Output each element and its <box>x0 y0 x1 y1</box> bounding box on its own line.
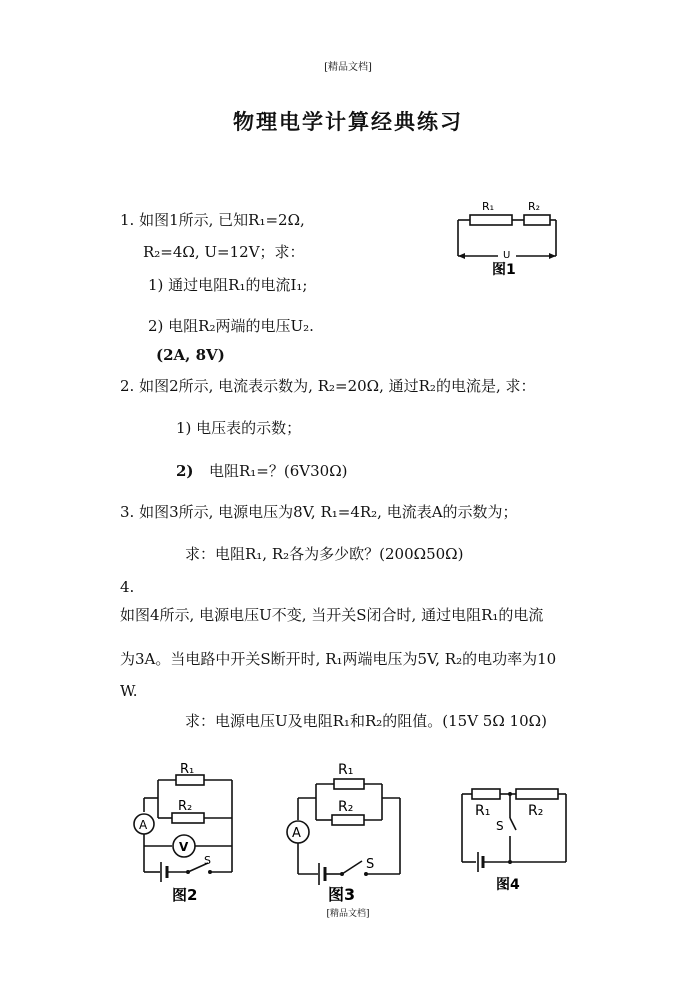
problem-2-line-1: 2. 如图2所示, 电流表示数为, R₂=20Ω, 通过R₂的电流是, 求： <box>120 377 536 395</box>
problem-2-question-2-number: 2) <box>176 462 194 480</box>
problem-2-question-2: 电阻R₁=？(6V30Ω) <box>209 462 348 480</box>
problem-4-line-3: W. <box>120 682 138 700</box>
figure-4-circuit <box>450 778 575 898</box>
figure-1-r1-label: R₁ <box>482 200 495 213</box>
page-title: 物理电学计算经典练习 <box>233 109 463 134</box>
figure-1-caption: 图1 <box>492 262 516 278</box>
figure-4-r1-label: R₁ <box>475 803 491 819</box>
figure-2-r1-label: R₁ <box>180 762 195 777</box>
figure-4-switch-label: S <box>496 819 504 833</box>
figure-2-voltmeter-label: V <box>179 840 189 854</box>
problem-1-line-1: 1. 如图1所示, 已知R₁=2Ω, <box>120 211 305 229</box>
problem-1-question-1: 1) 通过电阻R₁的电流I₁; <box>148 276 308 294</box>
figure-4-caption: 图4 <box>496 877 520 893</box>
figure-1-u-label: U <box>503 250 511 261</box>
figure-4-r2-label: R₂ <box>528 803 544 819</box>
figure-3-circuit <box>282 756 407 904</box>
figure-2-r2-label: R₂ <box>178 799 193 814</box>
problem-4-line-2: 为3A。当电路中开关S断开时, R₁两端电压为5V, R₂的电功率为10 <box>120 650 557 668</box>
figure-3-caption: 图3 <box>328 885 356 904</box>
problem-4-line-1: 如图4所示, 电源电压U不变, 当开关S闭合时, 通过电阻R₁的电流 <box>120 606 544 624</box>
problem-2-question-1: 1) 电压表的示数； <box>176 419 302 437</box>
figure-3-r1-label: R₁ <box>338 762 354 778</box>
figure-1-circuit <box>452 190 562 280</box>
figure-2-circuit <box>128 760 240 908</box>
figure-3-r2-label: R₂ <box>338 799 354 815</box>
problem-3-question-1: 求：电阻R₁, R₂各为多少欧？(200Ω50Ω) <box>185 545 464 563</box>
page-footer: [精品文档] <box>326 909 370 919</box>
figure-2-switch-label: S <box>204 854 211 867</box>
figure-3-switch-label: S <box>366 857 375 872</box>
problem-4-number: 4. <box>120 578 135 596</box>
figure-2-caption: 图2 <box>172 886 198 904</box>
problem-3-line-1: 3. 如图3所示, 电源电压为8V, R₁=4R₂, 电流表A的示数为； <box>120 503 518 521</box>
page-header: [精品文档] <box>324 62 372 73</box>
problem-1-answer: (2A, 8V) <box>156 346 225 364</box>
problem-1-question-2: 2) 电阻R₂两端的电压U₂. <box>148 317 314 335</box>
problem-1-line-2: R₂=4Ω, U=12V；求： <box>143 243 305 261</box>
problem-4-question-1: 求：电源电压U及电阻R₁和R₂的阻值。(15V 5Ω 10Ω) <box>185 712 547 730</box>
figure-3-ammeter-label: A <box>292 826 301 841</box>
figure-2-ammeter-label: A <box>139 818 148 832</box>
figure-1-r2-label: R₂ <box>528 200 541 213</box>
